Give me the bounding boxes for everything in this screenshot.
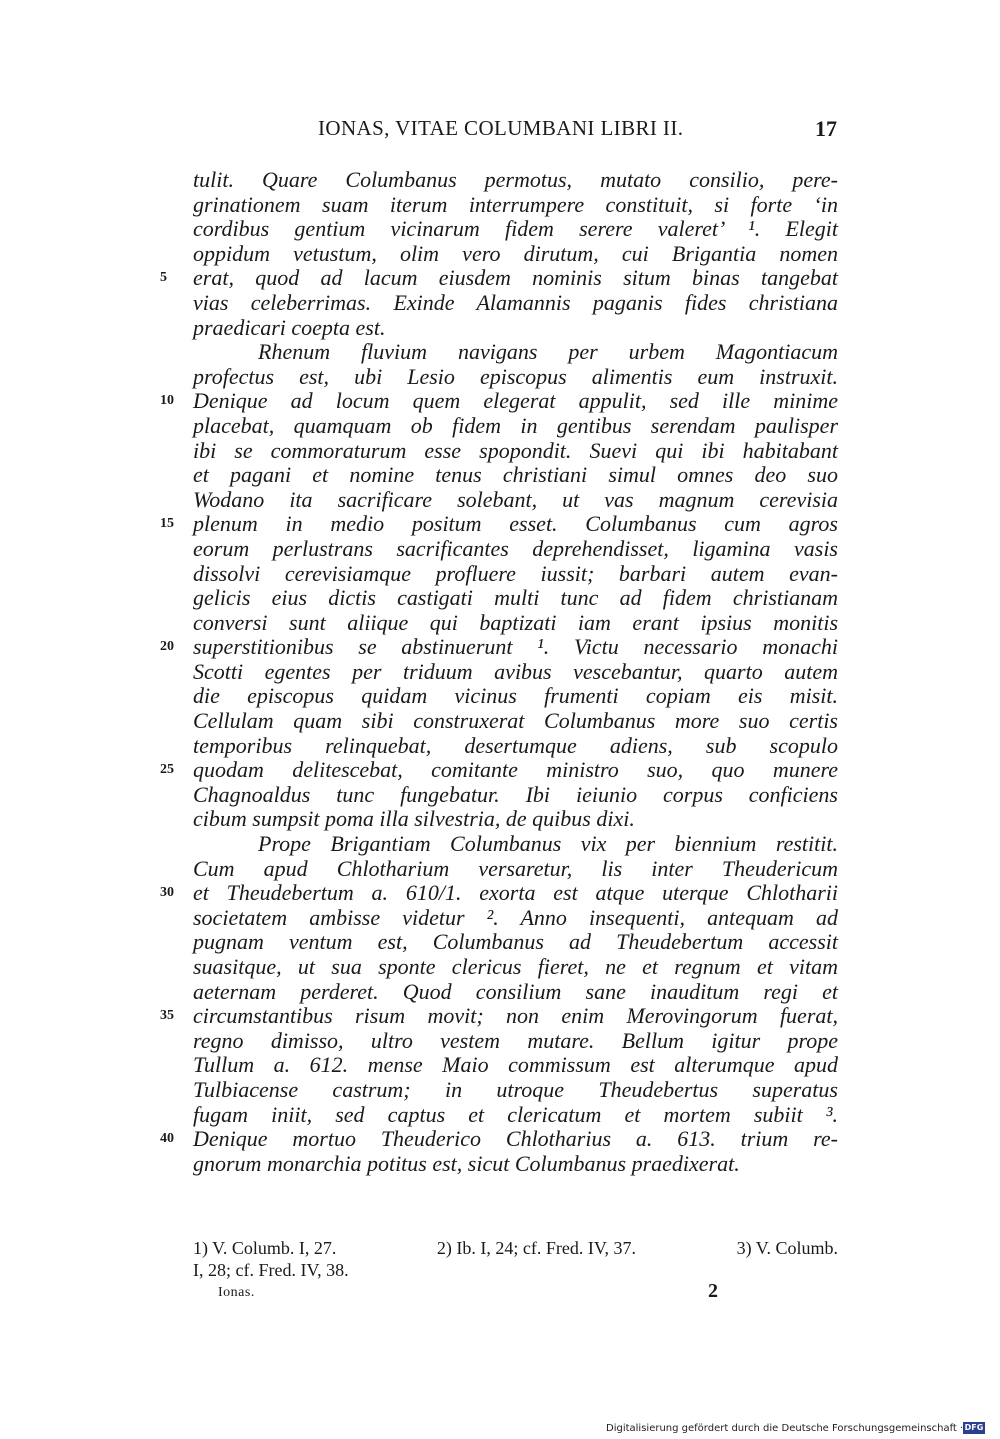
text-line [193,562,838,587]
line-text: ibi se commoraturum esse spopondit. Suevi qui ibi habitabant [193,437,838,463]
line-text: Denique ad locum quem elegerat appulit, sed ille minime [193,388,838,414]
line-number: 15 [160,516,174,532]
text-line [160,388,838,414]
footnote-3: 3) V. Columb. [736,1238,838,1258]
line-text: grinationem suam iterum interrumpere constituit, si forte ‘in [193,191,838,217]
text-line [193,857,838,882]
line-text: pugnam ventum est, Columbanus ad Theudebertum accessit [193,929,838,955]
text-line [193,586,838,611]
text-line [193,955,838,980]
line-text: Rhenum fluvium navigans per urbem Magontiacum [258,339,838,365]
text-line [193,316,838,341]
text-line [193,1152,838,1177]
text-line [193,611,838,636]
line-text: conversi sunt aliique qui baptizati iam erant ipsius monitis [193,609,838,635]
text-line [193,709,838,734]
line-text: Denique mortuo Theuderico Chlotharius a. 613. trium re- [193,1126,838,1152]
text-line [193,242,838,267]
line-text: praedicari coepta est. [193,314,386,340]
text-line [193,414,838,439]
line-text: superstitionibus se abstinuerunt ¹. Victu necessario monachi [193,634,838,660]
line-number: 30 [160,885,174,901]
line-text: Scotti egentes per triduum avibus vescebantur, quarto autem [193,658,838,684]
text-line [193,1029,838,1054]
text-line [160,634,838,660]
line-text: plenum in medio positum esset. Columbanus cum agros [193,511,838,537]
line-number: 20 [160,639,174,655]
text-line [193,980,838,1005]
text-line [193,217,838,242]
text-line [160,757,838,783]
text-line [193,291,838,316]
line-text: Wodano ita sacrificare solebant, ut vas magnum cerevisia [193,486,838,512]
line-text: vias celeberrimas. Exinde Alamannis paganis fides christiana [193,289,838,315]
line-text: societatem ambisse videtur ². Anno insequenti, antequam ad [193,904,838,930]
text-line [193,1053,838,1078]
text-line [193,1078,838,1103]
line-number: 40 [160,1131,174,1147]
text-line [193,930,838,955]
footnotes [193,1237,838,1281]
line-text: et pagani et nomine tenus christiani simul omnes deo suo [193,462,838,488]
line-text: temporibus relinquebat, desertumque adiens, sub scopulo [193,732,838,758]
page-number: 17 [815,116,837,141]
text-line [193,734,838,759]
line-text: Cum apud Chlotharium versaretur, lis inter Theudericum [193,855,838,881]
text-line [193,537,838,562]
signature-number: 2 [708,1280,718,1302]
body-text [160,167,838,1176]
signature-mark: Ionas. [218,1285,255,1300]
text-line [160,880,838,906]
text-line [193,439,838,464]
line-number: 25 [160,762,174,778]
text-line [160,511,838,537]
line-text: Prope Brigantiam Columbanus vix per biennium restitit. [258,831,838,857]
line-text: circumstantibus risum movit; non enim Merovingorum fuerat, [193,1003,838,1029]
text-line [193,660,838,685]
text-line [160,265,838,291]
digitization-credit: Digitalisierung gefördert durch die Deutsche Forschungsgemeinschaft · [606,1423,964,1434]
line-text: Tullum a. 612. mense Maio commissum est alterumque apud [193,1052,838,1078]
line-text: cordibus gentium vicinarum fidem serere valeret’ ¹. Elegit [193,216,838,242]
line-text: tulit. Quare Columbanus permotus, mutato consilio, pere- [193,167,838,192]
line-text: Chagnoaldus tunc fungebatur. Ibi ieiunio corpus conficiens [193,781,838,807]
text-line [193,488,838,513]
text-line [193,906,838,931]
line-text: quodam delitescebat, comitante ministro suo, quo munere [193,757,838,783]
line-text: die episcopus quidam vicinus frumenti copiam eis misit. [193,683,838,709]
line-text: eorum perlustrans sacrificantes deprehendisset, ligamina vasis [193,535,838,561]
footnote-2: 2) Ib. I, 24; cf. Fred. IV, 37. [436,1238,637,1258]
line-text: oppidum vetustum, olim vero dirutum, cui Brigantia nomen [193,240,838,266]
text-line [193,463,838,488]
text-line [160,1003,838,1029]
line-text: Cellulam quam sibi construxerat Columbanus more suo certis [193,708,838,734]
line-text: Tulbiacense castrum; in utroque Theudebertus superatus [193,1076,838,1102]
footnote-3-continued: I, 28; cf. Fred. IV, 38. [193,1260,349,1280]
text-line [193,832,838,857]
line-text: suasitque, ut sua sponte clericus fieret, ne et regnum et vitam [193,954,838,979]
dfg-logo-icon: DFG [964,1423,984,1432]
running-title: IONAS, VITAE COLUMBANI LIBRI II. [318,116,684,140]
text-line [193,193,838,218]
line-text: fugam iniit, sed captus et clericatum et mortem subiit ³. [193,1101,838,1127]
line-number: 5 [160,270,167,286]
line-text: aeternam perderet. Quod consilium sane inauditum regi et [193,978,838,1004]
line-text: placebat, quamquam ob fidem in gentibus serendam paulisper [193,412,838,438]
text-line [193,684,838,709]
line-text: erat, quod ad lacum eiusdem nominis situm binas tangebat [193,265,838,291]
line-text: profectus est, ubi Lesio episcopus alimentis eum instruxit. [193,363,838,389]
text-line [160,1126,838,1152]
text-line [193,807,838,832]
line-number: 35 [160,1008,174,1024]
line-number: 10 [160,393,174,409]
text-line [193,340,838,365]
text-line [193,783,838,808]
text-line [193,1103,838,1128]
line-text: gnorum monarchia potitus est, sicut Columbanus praedixerat. [193,1150,740,1176]
line-text: dissolvi cerevisiamque profluere iussit; barbari autem evan- [193,560,838,586]
line-text: cibum sumpsit poma illa silvestria, de quibus dixi. [193,806,635,832]
text-line [193,168,838,193]
line-text: gelicis eius dictis castigati multi tunc ad fidem christianam [193,585,838,611]
text-line [193,365,838,390]
footnote-1: 1) V. Columb. I, 27. [193,1238,337,1258]
line-text: et Theudebertum a. 610/1. exorta est atque uterque Chlotharii [193,880,838,906]
line-text: regno dimisso, ultro vestem mutare. Bellum igitur prope [193,1027,838,1053]
